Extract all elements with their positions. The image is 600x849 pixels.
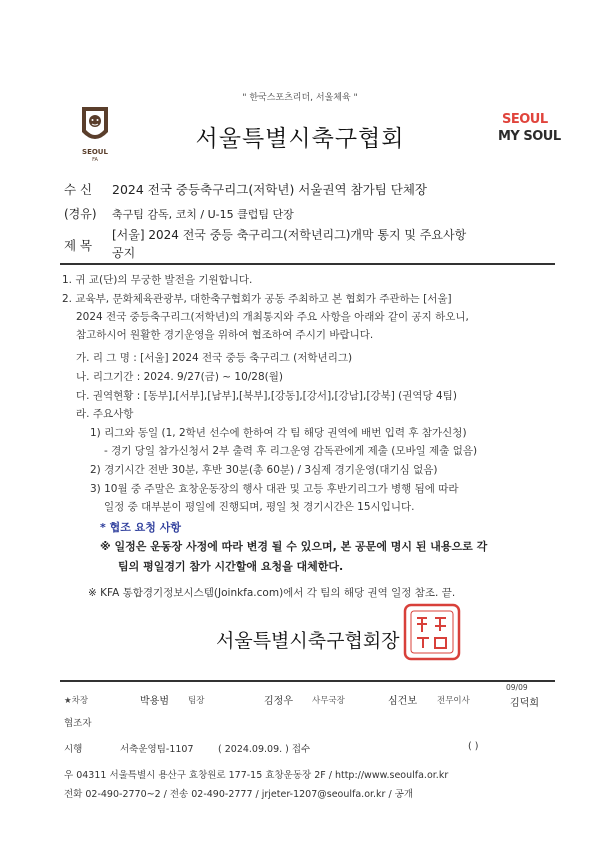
via-label: (경유)	[64, 207, 97, 221]
logo-left-line2: FA	[92, 157, 98, 163]
sub-item-1: 1) 리그와 동일 (1, 2학년 선수에 한하여 각 팀 해당 권역에 배번 입력 후 참가신청)	[90, 427, 467, 439]
address-line: 우 04311 서울특별시 용산구 효창원로 177-15 효창운동장 2F / http://www.seoulfa.or.kr	[64, 770, 449, 781]
request-note-line1: ※ 일정은 운동장 사정에 따라 변경 될 수 있으며, 본 공문에 명시 된 내용으로 각	[100, 540, 488, 553]
paragraph-2-line3: 참고하시어 원활한 경기운영을 위하여 협조하여 주시기 바랍니다.	[76, 329, 374, 341]
team-lead-name: 김정우	[264, 696, 293, 707]
logo-right-line2: MY SOUL	[498, 129, 561, 144]
paragraph-2-line1: 2. 교육부, 문화체육관광부, 대한축구협회가 공동 주최하고 본 협회가 주관하는 [서울]	[62, 293, 452, 305]
signature-divider	[60, 680, 555, 682]
sub-item-3-line2: 일정 중 대부분이 평일에 진행되며, 평일 첫 경기시간은 15시입니다.	[104, 501, 415, 513]
team-lead-label: 팀장	[188, 696, 205, 706]
secretary-label: 사무국장	[312, 696, 345, 706]
recipient: 2024 전국 중등축구리그(저학년) 서울권역 참가팀 단체장	[112, 182, 428, 197]
paragraph-2-line2: 2024 전국 중등축구리그(저학년)의 개최통지와 주요 사항을 아래와 같이 공지 하오니,	[76, 311, 469, 323]
organization-title: 서울특별시축구협회	[195, 126, 405, 152]
subject-line2: 공지	[112, 246, 136, 260]
item-ga: 가. 리 그 명 : [서울] 2024 전국 중등 축구리그 (저학년리그)	[76, 352, 353, 364]
executive-label: 전무이사	[437, 696, 470, 706]
secretary-name: 심건보	[388, 696, 417, 707]
doc-label: 시행	[64, 744, 83, 755]
logo-left-line1: SEOUL	[82, 148, 108, 156]
staff-label: ★차장	[64, 696, 89, 706]
kfa-reference: ※ KFA 통합경기정보시스템(Joinkfa.com)에서 각 팀의 해당 권역 일정 참조. 끝.	[88, 587, 456, 599]
sub-item-3-line1: 3) 10월 중 주말은 효창운동장의 행사 대관 및 고등 후반기리그가 병행 됨에 따라	[90, 483, 459, 495]
cooperator-label: 협조자	[64, 718, 92, 729]
motto: " 한국스포츠리더, 서울체육 "	[242, 93, 358, 103]
request-note-line2: 팀의 평일경기 참가 시간할애 요청을 대체한다.	[118, 560, 344, 573]
logo-right-line1: SEOUL	[502, 112, 548, 127]
subject-label: 제 목	[64, 238, 93, 253]
paragraph-1: 1. 귀 교(단)의 무궁한 발전을 기원합니다.	[62, 274, 253, 286]
doc-date: ( 2024.09.09. ) 접수	[218, 744, 311, 755]
header-divider	[60, 263, 555, 265]
seoul-my-soul-logo	[498, 112, 562, 152]
official-seal	[402, 602, 462, 662]
doc-number: 서축운영팀-1107	[120, 744, 194, 755]
sub-item-1-note: - 경기 당일 참가신청서 2부 출력 후 리그운영 감독관에게 제출 (모바일 제출 없음)	[104, 445, 478, 457]
approval-date: 09/09	[506, 683, 528, 692]
sub-item-2: 2) 경기시간 전반 30분, 후반 30분(총 60분) / 3심제 경기운영(대기심 없음)	[90, 464, 438, 476]
executive-name: 김덕희	[510, 698, 539, 709]
seal-stamp-icon	[402, 602, 462, 662]
staff-name: 박용범	[140, 696, 169, 707]
contact-line: 전화 02-490-2770~2 / 전송 02-490-2777 / jrjeter-1207@seoulfa.or.kr / 공개	[64, 789, 414, 800]
via: 축구팀 감독, 코치 / U-15 클럽팀 단장	[112, 208, 294, 221]
subject-line1: [서울] 2024 전국 중등 축구리그(저학년리그)개막 통지 및 주요사항	[112, 228, 467, 242]
recipient-label: 수 신	[64, 182, 93, 197]
item-ra: 라. 주요사항	[76, 408, 134, 420]
item-da: 다. 권역현황 : [동부],[서부],[남부],[북부],[강동],[강서],[강남],[강북] (권역당 4팀)	[76, 390, 457, 402]
item-na: 나. 리그기간 : 2024. 9/27(금) ~ 10/28(월)	[76, 371, 283, 383]
receipt-field: ( )	[468, 741, 479, 752]
sender-name: 서울특별시축구협회장	[216, 630, 400, 652]
request-title: * 협조 요청 사항	[100, 521, 181, 534]
